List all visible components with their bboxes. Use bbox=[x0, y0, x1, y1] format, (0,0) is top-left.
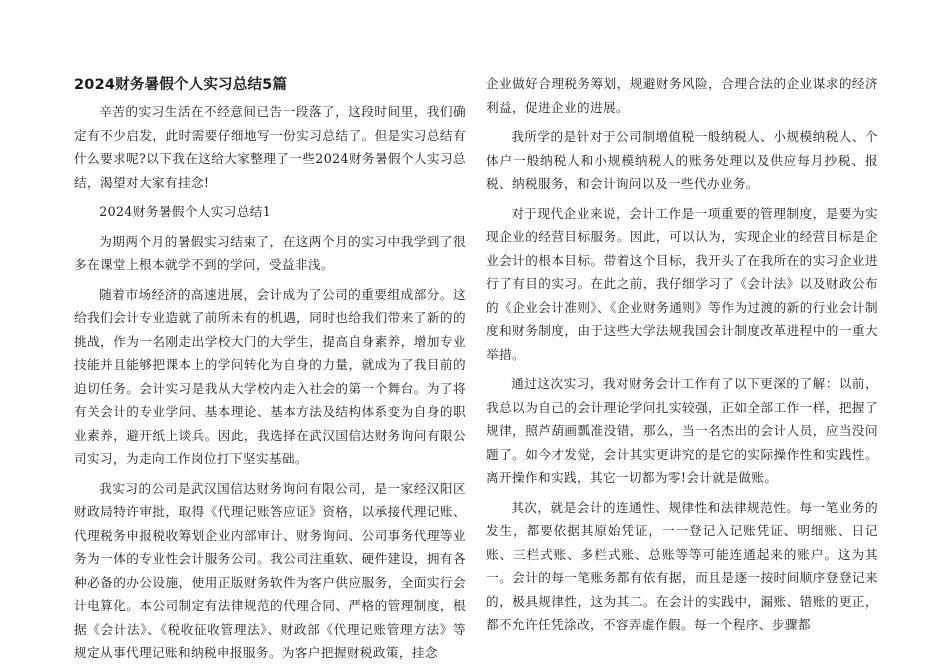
body-paragraph: 随着市场经济的高速进展，会计成为了公司的重要组成部分。这给我们会计专业造就了前所未有的机遇，同时也给我们带来了新的的挑战，作为一名刚走出学校大门的大学生，提高自身素养，增加专业技能并且能够把课本上的学问转化为自身的力量，就成为了我目前的迫切任务。会计实习是我从大学校内走入社会的第一个舞台。为了将有关会计的专业学问、基本理论、基本方法及结构体系变为自身的职业素养，避开纸上谈兵。因此，我选择在武汉国信达财务询问有限公司实习，为走向工作岗位打下坚实基础。 bbox=[74, 286, 466, 466]
right-column bbox=[486, 72, 878, 643]
left-column bbox=[74, 74, 466, 671]
body-paragraph: 通过这次实习，我对财务会计工作有了以下更深的了解：以前，我总以为自己的会计理论学问扎实较强，正如全部工作一样，把握了规律，照芦葫画瓢准没错，那么，当一名杰出的会计人员，应当没问题了。如今才发觉，会计其实更讲究的是它的实际操作性和实践性。离开操作和实践，其它一切都为零!会计就是做账。 bbox=[486, 376, 878, 485]
body-paragraph: 为期两个月的暑假实习结束了，在这两个月的实习中我学到了很多在课堂上根本就学不到的学问，受益非浅。 bbox=[74, 233, 466, 272]
intro-paragraph: 辛苦的实习生活在不经意间已告一段落了，这段时间里，我们确定有不少启发，此时需要仔细地写一份实习总结了。但是实习总结有什么要求呢?以下我在这给大家整理了一些2024财务暑假个人实习总结，渴望对大家有挂念! bbox=[74, 104, 466, 190]
body-paragraph: 其次，就是会计的连通性、规律性和法律规范性。每一笔业务的发生，都要依据其原始凭证，一一登记入记账凭证、明细账、日记账、三栏式账、多栏式账、总账等等可能连通起来的账户。这为其一。会计的每一笔账务都有依有据，而且是逐一按时间顺序登登记来的，极具规律性，这为其二。在会计的实践中，漏账、错账的更正，都不允许任凭涂改，不容弄虚作假。每一个程序、步骤都 bbox=[486, 499, 878, 632]
document-title: 2024财务暑假个人实习总结5篇 bbox=[74, 77, 288, 93]
section-heading: 2024财务暑假个人实习总结1 bbox=[99, 204, 272, 219]
body-paragraph: 我所学的是针对于公司制增值税一般纳税人、小规模纳税人、个体户一般纳税人和小规模纳税人的账务处理以及供应每月抄税、报税、纳税服务，和会计询问以及一些代办业务。 bbox=[486, 129, 878, 191]
body-paragraph: 对于现代企业来说，会计工作是一项重要的管理制度，是要为实现企业的经营目标服务。因此，可以认为，实现企业的经营目标是企业会计的根本目标。带着这个目标，我开头了在我所在的实习企业进行了有目的实习。在此之前，我仔细学习了《会计法》以及财政公布的《企业会计准则》、《企业财务通则》等作为过渡的新的行业会计制度和财务制度，由于这些大学法规我国会计制度改革进程中的一重大举措。 bbox=[486, 205, 878, 362]
continued-paragraph: 企业做好合理税务筹划，规避财务风险，合理合法的企业谋求的经济利益，促进企业的进展。 bbox=[486, 76, 878, 115]
body-paragraph: 我实习的公司是武汉国信达财务询问有限公司，是一家经汉阳区财政局特许审批，取得《代理记账答应证》资格，以承接代理记账、代理税务申报税收筹划企业内部审计、财务询问、公司事务代理等业务为一体的专业性会计服务公司。我公司注重软、硬件建设，拥有各种必备的办公设施，使用正版财务软件为客户供应服务，全面实行会计电算化。本公司制定有法律规范的代理合同、严格的管理制度，根据《会计法》、《税收征收管理法》、财政部《代理记账管理方法》等规定从事代理记账和纳税申报服务。为客户把握财税政策，挂念 bbox=[74, 480, 466, 660]
